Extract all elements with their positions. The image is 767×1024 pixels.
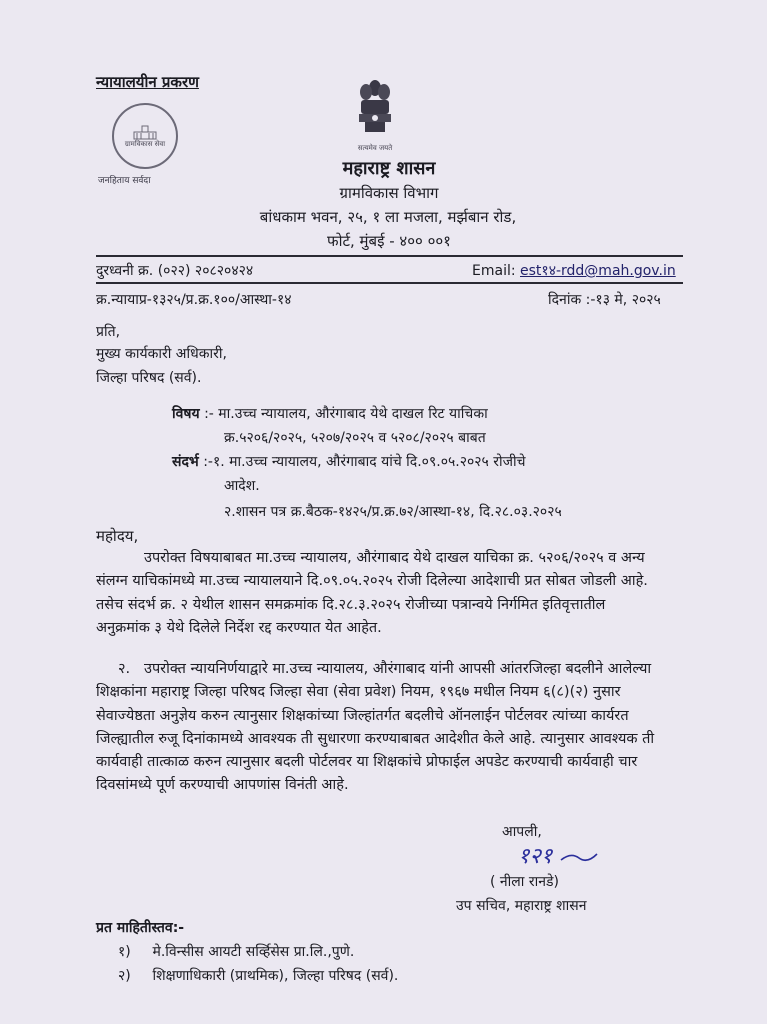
govt-title: महाराष्ट्र शासन — [342, 158, 436, 179]
emblem-caption: सत्यमेव जयते — [357, 144, 393, 152]
paragraph-2 — [96, 658, 682, 798]
closing: आपली, — [502, 824, 542, 840]
ashoka-emblem-icon — [355, 76, 395, 140]
reference-1-line-1 — [172, 452, 526, 471]
recipient-to: प्रति, — [96, 324, 121, 340]
paragraph-2-line: उपरोक्त न्यायनिर्णयाद्वारे मा.उच्च न्यायालय, औरंगाबाद यांनी आपसी आंतरजिल्हा बदलीने आलेल्या — [144, 661, 652, 677]
paragraph-1-line: अनुक्रमांक ३ येथे दिलेले निर्देश रद्द करण्यात येत आहेत. — [96, 619, 382, 636]
paragraph-1 — [96, 547, 682, 640]
subject-text-1: :- मा.उच्च न्यायालय, औरंगाबाद येथे दाखल रिट याचिका — [204, 406, 488, 422]
logo-inner-text: ग्रामविकास सेवा — [124, 139, 166, 148]
recipient-line-1: मुख्य कार्यकारी अधिकारी, — [96, 346, 227, 362]
paragraph-2-line: सेवाज्येष्ठता अनुज्ञेय करुन त्यानुसार शिक्षकांच्या जिल्हांतर्गत बदलीचे ऑनलाईन पोर्टलवर त्यांच्या कार्यरत — [96, 707, 629, 724]
address-line-1: बांधकाम भवन, २५, १ ला मजला, मर्झबान रोड, — [259, 208, 517, 226]
email-block — [472, 261, 676, 280]
building-icon — [132, 124, 158, 140]
copy-item-text: मे.विन्सीस आयटी सर्व्हिसेस प्रा.लि.,पुणे. — [152, 944, 355, 960]
recipient-line-2: जिल्हा परिषद (सर्व). — [96, 370, 202, 386]
reference-1-text: :-१. मा.उच्च न्यायालय, औरंगाबाद यांचे दि.०९.०५.२०२५ रोजीचे — [203, 454, 526, 470]
handwritten-signature — [518, 840, 599, 870]
references-label: संदर्भ — [172, 454, 199, 470]
copy-item — [118, 966, 398, 985]
subject-label: विषय — [172, 406, 200, 422]
header-rule-bottom — [96, 282, 683, 284]
paragraph-1-line: संलग्न याचिकांमध्ये मा.उच्च न्यायालयाने दि.०९.०५.२०२५ रोजी दिलेल्या आदेशाची प्रत सोबत जोडली आहे. — [96, 573, 648, 590]
reference-1-line-2: आदेश. — [224, 478, 260, 494]
address-line-2: फोर्ट, मुंबई - ४०० ००१ — [327, 232, 451, 250]
salutation: महोदय, — [96, 527, 139, 545]
reference-number: क्र.न्यायाप्र-१३२५/प्र.क्र.१००/आस्था-१४ — [96, 292, 292, 308]
paragraph-1-line: उपरोक्त विषयाबाबत मा.उच्च न्यायालय, औरंगाबाद येथे दाखल याचिका क्र. ५२०६/२०२५ व अन्य — [144, 550, 645, 566]
state-emblem — [350, 76, 400, 153]
subject-line-1 — [172, 404, 488, 423]
email-label: Email: — [472, 263, 516, 279]
subject-line-2: क्र.५२०६/२०२५, ५२०७/२०२५ व ५२०८/२०२५ बाबत — [224, 430, 486, 446]
paragraph-2-line: जिल्ह्यातील रुजू दिनांकामध्ये आवश्यक ती सुधारणा करण्याबाबत आदेशीत केले आहे. त्यानुसार आवश्यक ती — [96, 730, 655, 747]
signature-flourish-icon — [559, 850, 599, 864]
paragraph-2-number: २. — [118, 661, 131, 677]
paragraph-2-line: कार्यवाही तात्काळ करुन त्यानुसार बदली पोर्टलवर या शिक्षकांचे प्रोफाईल अपडेट करण्याची कार्यवाही चार — [96, 754, 638, 771]
department-name: ग्रामविकास विभाग — [339, 184, 439, 202]
logo-tagline: जनहिताय सर्वदा — [98, 176, 151, 186]
department-logo — [112, 103, 178, 169]
signatory-designation: उप सचिव, महाराष्ट्र शासन — [456, 898, 587, 914]
paragraph-1-line: तसेच संदर्भ क्र. २ येथील शासन समक्रमांक दि.२८.३.२०२५ रोजीच्या पत्रान्वये निर्गमित इतिवृत्तातील — [96, 596, 606, 613]
copy-item-text: शिक्षणाधिकारी (प्राथमिक), जिल्हा परिषद (सर्व). — [152, 968, 399, 984]
letter-date: दिनांक :-१३ मे, २०२५ — [548, 292, 661, 308]
paragraph-2-line: शिक्षकांना महाराष्ट्र जिल्हा परिषद जिल्हा सेवा (सेवा प्रवेश) नियम, १९६७ मधील नियम ६(८)(२) नुसार — [96, 684, 621, 701]
copy-item-number: १) — [118, 944, 131, 960]
signature-mark: १२१ — [518, 844, 553, 869]
signatory-name: ( नीला रानडे) — [490, 874, 559, 890]
case-tag: न्यायालयीन प्रकरण — [96, 73, 199, 91]
paragraph-2-line: दिवसांमध्ये पूर्ण करण्याची आपणांस विनंती आहे. — [96, 777, 349, 794]
copy-item — [118, 942, 354, 961]
header-rule-top — [96, 255, 683, 257]
phone-number: दुरध्वनी क्र. (०२२) २०८२०४२४ — [96, 263, 254, 279]
copy-item-number: २) — [118, 968, 131, 984]
paragraph-2-first-line — [96, 658, 682, 681]
email-link[interactable]: est१४-rdd@mah.gov.in — [520, 263, 676, 279]
reference-2: २.शासन पत्र क्र.बैठक-१४२५/प्र.क्र.७२/आस्था-१४, दि.२८.०३.२०२५ — [224, 504, 562, 520]
copy-to-heading: प्रत माहितीस्तव:- — [96, 920, 185, 936]
